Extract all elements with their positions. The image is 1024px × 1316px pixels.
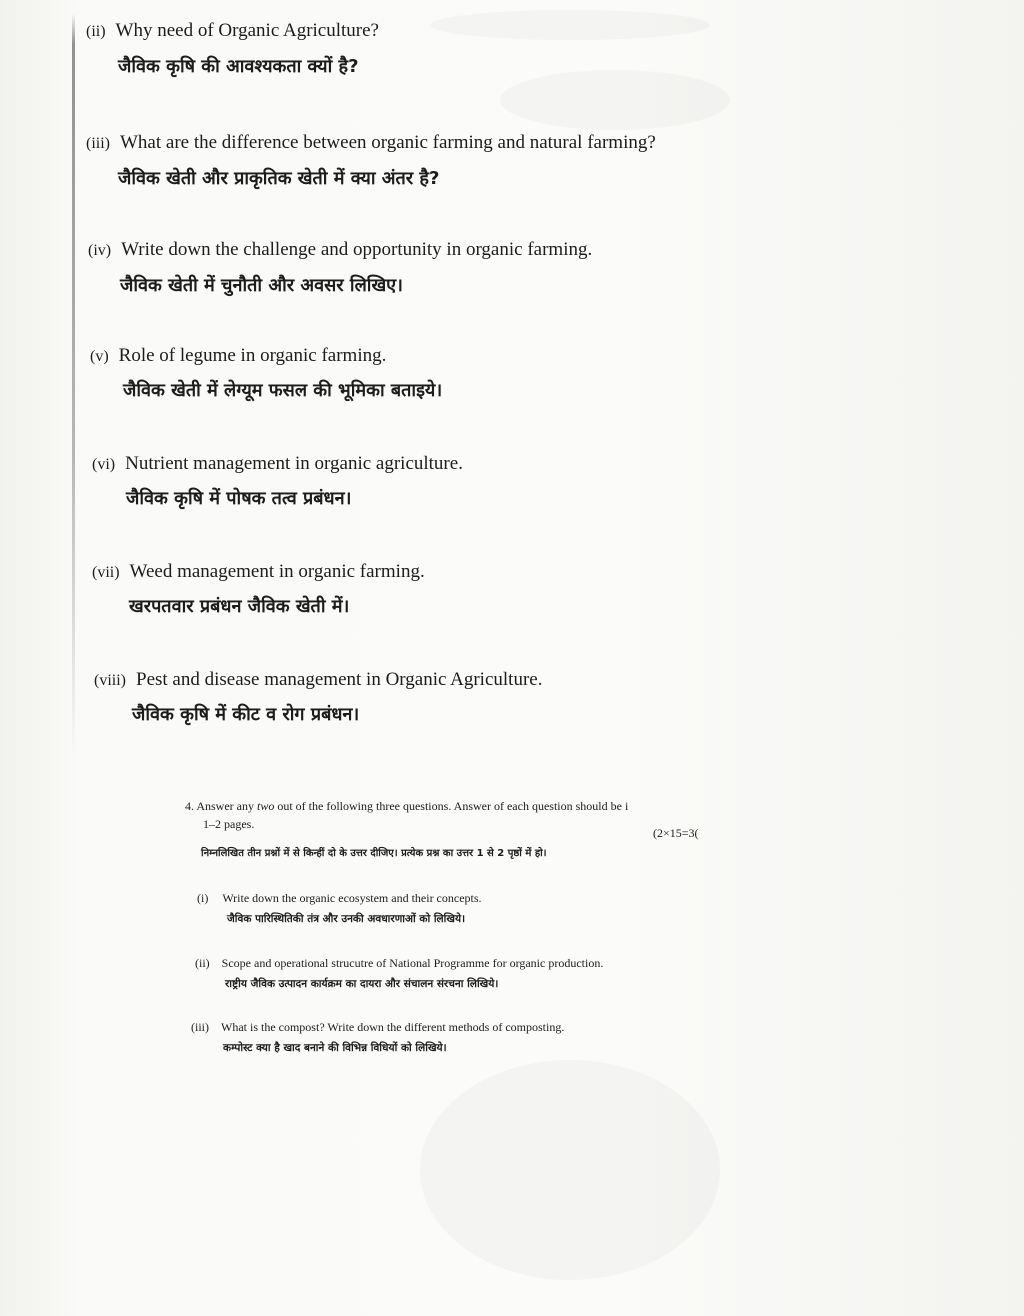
question-ii-hindi: जैविक कृषि की आवश्यकता क्यों है? xyxy=(118,56,359,77)
question-number: (viii) xyxy=(94,672,126,689)
question-viii-english xyxy=(94,668,542,693)
section-4-pages: 1–2 pages. xyxy=(203,817,255,831)
question-iii-hindi: जैविक खेती और प्राकृतिक खेती में क्या अंतर है? xyxy=(118,168,440,189)
question-v-hindi: जैविक खेती में लेग्यूम फसल की भूमिका बताइये। xyxy=(123,380,443,401)
question-iv-english xyxy=(88,238,592,263)
question-ii-english xyxy=(86,19,379,44)
question-text: Pest and disease management in Organic Agriculture. xyxy=(136,669,543,690)
question-vi-hindi: जैविक कृषि में पोषक तत्व प्रबंधन। xyxy=(126,488,352,509)
section-4 xyxy=(175,795,699,1085)
instruction-end: out of the following three questions. Answer of each question should be i xyxy=(277,799,629,813)
section-4-item-i-hindi: जैविक पारिस्थितिकी तंत्र और उनकी अवधारणाओं को लिखिये। xyxy=(227,913,466,925)
question-text: Role of legume in organic farming. xyxy=(118,345,387,366)
question-number: (vi) xyxy=(92,456,116,473)
question-iv-hindi: जैविक खेती में चुनौती और अवसर लिखिए। xyxy=(120,275,403,296)
item-number: (i) xyxy=(197,891,209,905)
question-vii-english xyxy=(92,560,425,585)
item-number: (ii) xyxy=(195,956,210,970)
section-4-instruction xyxy=(185,799,628,814)
paper-smudge xyxy=(430,10,710,40)
question-vi-english xyxy=(92,452,463,477)
question-vii-hindi: खरपतवार प्रबंधन जैविक खेती में। xyxy=(129,596,350,617)
item-number: (iii) xyxy=(191,1020,209,1034)
question-number: (iii) xyxy=(86,135,110,152)
instruction-start: Answer any xyxy=(196,799,254,813)
question-text: What are the difference between organic farming and natural farming? xyxy=(120,132,656,153)
instruction-emphasis: two xyxy=(257,799,275,813)
section-4-item-iii-english xyxy=(191,1020,564,1035)
question-number: (vii) xyxy=(92,564,120,581)
question-text: Weed management in organic farming. xyxy=(129,561,425,582)
section-number: 4. xyxy=(185,799,194,813)
question-text: Nutrient management in organic agriculture. xyxy=(125,453,463,474)
item-text: What is the compost? Write down the different methods of composting. xyxy=(221,1020,565,1034)
section-4-item-i-english xyxy=(197,891,482,906)
paper-smudge xyxy=(420,1060,720,1280)
paper-smudge xyxy=(500,70,730,130)
section-4-item-ii-hindi: राष्ट्रीय जैविक उत्पादन कार्यक्रम का दायरा और संचालन संरचना लिखिये। xyxy=(225,978,499,990)
item-text: Scope and operational strucutre of National Programme for organic production. xyxy=(221,956,604,970)
question-number: (ii) xyxy=(86,23,106,40)
question-iii-english xyxy=(86,131,656,156)
question-v-english xyxy=(90,344,386,369)
section-4-item-ii-english xyxy=(195,956,603,971)
question-number: (v) xyxy=(90,348,109,365)
section-4-instruction-hindi: निम्नलिखित तीन प्रश्नों में से किन्हीं दो के उत्तर दीजिए। प्रत्येक प्रश्न का उत्तर 1 से 2 पृष्ठों में हो। xyxy=(201,848,547,859)
item-text: Write down the organic ecosystem and their concepts. xyxy=(222,891,482,905)
binding-margin-line xyxy=(72,14,75,754)
question-number: (iv) xyxy=(88,242,112,259)
section-4-item-iii-hindi: कम्पोस्ट क्या है खाद बनाने की विभिन्न विधियों को लिखिये। xyxy=(223,1042,447,1054)
question-text: Why need of Organic Agriculture? xyxy=(115,20,379,41)
question-text: Write down the challenge and opportunity in organic farming. xyxy=(121,239,593,260)
section-4-marks: (2×15=3( xyxy=(653,826,699,840)
question-viii-hindi: जैविक कृषि में कीट व रोग प्रबंधन। xyxy=(132,704,360,725)
